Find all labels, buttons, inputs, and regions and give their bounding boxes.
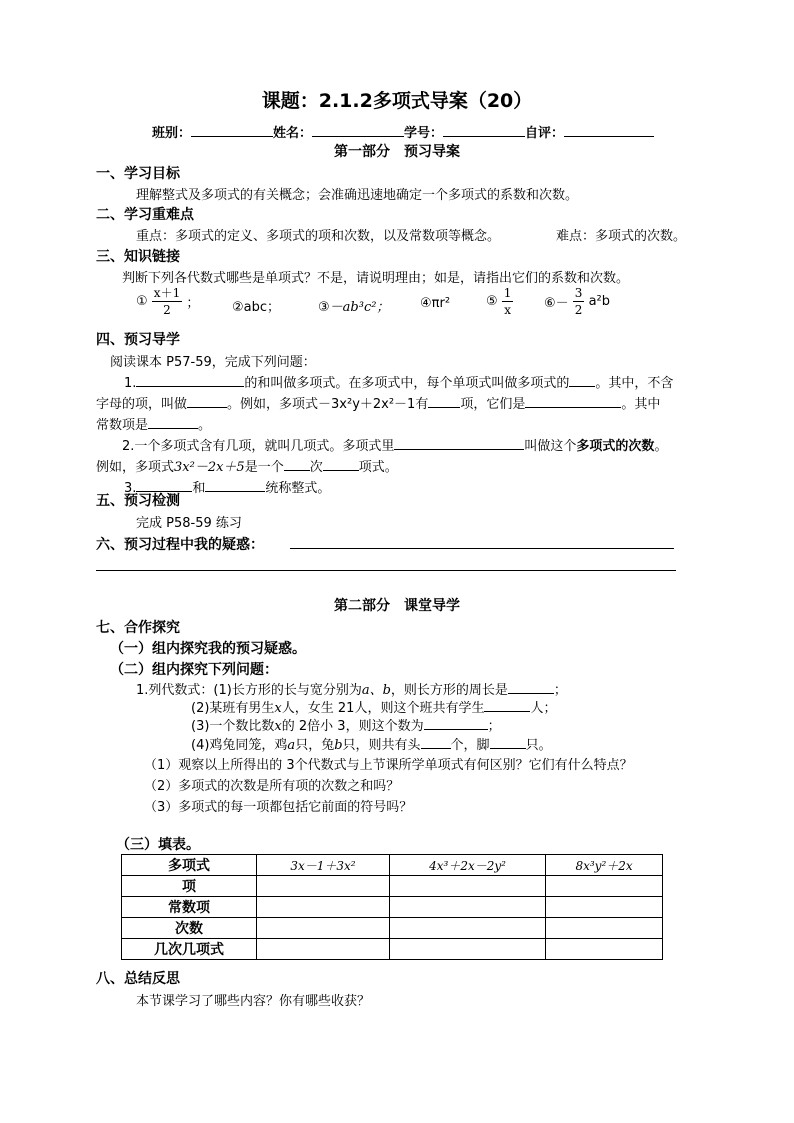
observe-question2: （2）多项式的次数是所有项的次数之和吗？	[144, 779, 400, 794]
q1-blank2[interactable]	[569, 374, 595, 387]
section2-heading: 二、学习重难点	[96, 207, 194, 223]
eval-blank[interactable]	[564, 124, 654, 137]
problem1-line4: (4)鸡兔同笼，鸡a只，兔b只，则共有头 个，脚 只。	[191, 738, 552, 753]
class-label: 班别：	[152, 126, 192, 141]
table-cell[interactable]	[389, 918, 545, 939]
eval-label: 自评：	[525, 126, 565, 141]
q2-blank3[interactable]	[323, 458, 359, 471]
polynomial-table	[121, 854, 663, 960]
table-row	[122, 918, 663, 939]
section8-text: 本节课学习了哪些内容？你有哪些收获？	[136, 994, 371, 1009]
table-cell[interactable]	[257, 939, 390, 960]
observe-question3: （3）多项式的每一项都包括它前面的符号吗？	[144, 800, 413, 815]
q1-blank1[interactable]	[136, 374, 244, 387]
row-label: 多项式	[122, 855, 257, 876]
subsection3: （三）填表。	[116, 837, 200, 853]
question1-line3: 常数项是 。	[96, 418, 212, 433]
table-cell[interactable]	[546, 897, 663, 918]
section8-heading: 八、总结反思	[96, 971, 180, 987]
subsection2: （二）组内探究下列问题：	[110, 662, 278, 678]
question1-line1: 1. 的和叫做多项式。在多项式中，每个单项式叫做多项式的 。其中，不含	[124, 376, 674, 391]
q3-blank2[interactable]	[205, 479, 265, 492]
name-blank[interactable]	[312, 124, 404, 137]
section6-heading: 六、预习过程中我的疑惑：	[96, 537, 264, 553]
part1-heading: 第一部分 预习导案	[334, 144, 460, 160]
table-cell[interactable]	[389, 939, 545, 960]
row-label: 项	[122, 876, 257, 897]
question3-line: 3. 和 统称整式。	[124, 481, 331, 496]
expr2: ②abc；	[232, 300, 281, 315]
expr4: ④πr²	[420, 296, 451, 311]
table-cell[interactable]	[389, 876, 545, 897]
problem1-line3: (3)一个数比数x的 2倍小 3，则这个数为 ；	[191, 719, 501, 734]
expr6-fraction: $\frac{3}{2}$	[574, 286, 583, 317]
section3-text: 判断下列各代数式哪些是单项式？不是，请说明理由；如是，请指出它们的系数和次数。	[122, 271, 630, 286]
p2-blank[interactable]	[484, 699, 530, 712]
class-blank[interactable]	[191, 124, 273, 137]
column-header: 4x³＋2x－2y²	[389, 855, 545, 876]
column-header: 8x³y²＋2x	[546, 855, 663, 876]
student-info-line	[152, 122, 654, 141]
problem1-line2: (2)某班有男生x人，女生 21人，则这个班共有学生 人；	[191, 701, 557, 716]
id-blank[interactable]	[443, 124, 525, 137]
q1-blank5[interactable]	[525, 395, 621, 408]
doubt-line1[interactable]	[290, 548, 674, 549]
expr5-fraction: $\frac{1}{x}$	[503, 286, 512, 317]
part2-heading: 第二部分 课堂导学	[334, 598, 460, 614]
q2-blank2[interactable]	[284, 458, 310, 471]
table-row	[122, 897, 663, 918]
expr5: ⑤ $\frac{1}{x}$	[486, 286, 512, 317]
table-cell[interactable]	[546, 918, 663, 939]
table-cell[interactable]	[546, 939, 663, 960]
question1-line2: 字母的项，叫做 。例如，多项式－3x²y＋2x²－1有 项，它们是 。其中	[96, 397, 661, 412]
q1-blank6[interactable]	[148, 416, 198, 429]
section4-intro: 阅读课本 P57-59，完成下列问题：	[110, 355, 316, 370]
table-cell[interactable]	[257, 897, 390, 918]
question2-line2: 例如，多项式3x²－2x＋5是一个 次 项式。	[96, 460, 398, 475]
p4-blank2[interactable]	[490, 736, 526, 749]
p1-blank[interactable]	[508, 681, 554, 694]
q1-blank4[interactable]	[428, 395, 460, 408]
name-label: 姓名：	[273, 126, 313, 141]
section5-text: 完成 P58-59 练习	[136, 516, 242, 531]
table-row	[122, 855, 663, 876]
section1-heading: 一、学习目标	[96, 166, 180, 182]
p3-blank[interactable]	[424, 717, 488, 730]
table-cell[interactable]	[257, 876, 390, 897]
subsection1: （一）组内探究我的预习疑惑。	[110, 641, 306, 657]
table-cell[interactable]	[389, 897, 545, 918]
q1-blank3[interactable]	[187, 395, 227, 408]
section4-heading: 四、预习导学	[96, 332, 180, 348]
column-header: 3x－1＋3x²	[257, 855, 390, 876]
question2-line1: 2.一个多项式含有几项，就叫几项式。多项式里 叫做这个多项式的次数。	[122, 439, 668, 454]
expr1-fraction: $\frac{x+1}{2}$	[153, 286, 181, 317]
section1-text: 理解整式及多项式的有关概念；会准确迅速地确定一个多项式的系数和次数。	[136, 188, 579, 203]
section7-heading: 七、合作探究	[96, 620, 180, 636]
expr6: ⑥－ $\frac{3}{2}$ a²b	[544, 286, 611, 317]
section2-key-points: 重点：多项式的定义、多项式的项和次数，以及常数项等概念。	[136, 229, 501, 244]
row-label: 几次几项式	[122, 939, 257, 960]
doubt-line2[interactable]	[96, 570, 676, 571]
row-label: 次数	[122, 918, 257, 939]
expr3: ③－ab³c²；	[318, 300, 390, 315]
page-title: 课题：2.1.2多项式导案（20）	[261, 90, 533, 112]
table-row	[122, 939, 663, 960]
table-cell[interactable]	[257, 918, 390, 939]
section3-heading: 三、知识链接	[96, 249, 180, 265]
observe-question1: （1）观察以上所得出的 3个代数式与上节课所学单项式有何区别？它们有什么特点？	[144, 758, 633, 773]
p4-blank1[interactable]	[421, 736, 451, 749]
table-cell[interactable]	[546, 876, 663, 897]
q2-blank1[interactable]	[394, 437, 524, 450]
row-label: 常数项	[122, 897, 257, 918]
id-label: 学号：	[404, 126, 444, 141]
problem1-line1: 1.列代数式：(1)长方形的长与宽分别为a、b，则长方形的周长是 ；	[136, 683, 567, 698]
section5-heading: 五、预习检测	[96, 493, 180, 509]
section2-difficulty: 难点：多项式的次数。	[556, 229, 687, 244]
expr1: ① $\frac{x+1}{2}$ ；	[136, 286, 200, 317]
table-row	[122, 876, 663, 897]
